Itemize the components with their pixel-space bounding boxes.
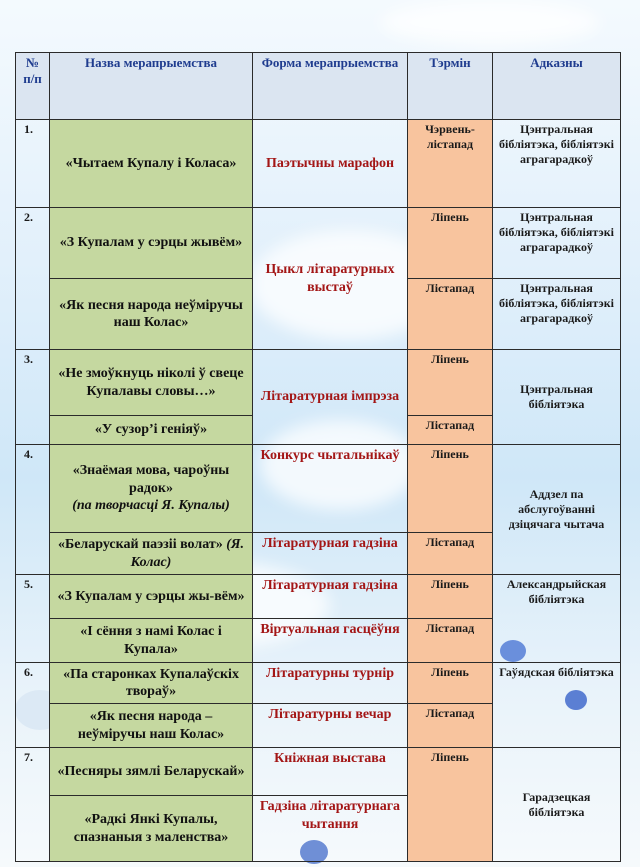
header-resp: Адказны	[493, 53, 621, 120]
event-name: «У сузор’і геніяў»	[50, 416, 253, 445]
event-term: Чэрвень-лістапад	[408, 120, 493, 208]
table-row	[16, 748, 621, 796]
row-number: 2.	[16, 208, 50, 350]
header-num: № п/п	[16, 53, 50, 120]
table-row	[16, 208, 621, 279]
table-row	[16, 350, 621, 416]
event-form: Літаратурны турнір	[253, 663, 408, 704]
event-responsible: Александрыйская бібліятэка	[493, 575, 621, 663]
event-term: Лістапад	[408, 279, 493, 350]
event-name: «Па старонках Купалаўскіх твораў»	[50, 663, 253, 704]
event-term: Ліпень	[408, 445, 493, 533]
row-number: 3.	[16, 350, 50, 445]
event-name: «Не змоўкнуць ніколі ў свеце Купалавы словы…»	[50, 350, 253, 416]
event-form: Конкурс чытальнікаў	[253, 445, 408, 533]
event-responsible: Гарадзецкая бібліятэка	[493, 748, 621, 862]
event-name: «З Купалам у сэрцы жывём»	[50, 208, 253, 279]
event-name-note: (па творчасці Я. Купалы)	[72, 498, 230, 514]
table-row	[16, 120, 621, 208]
event-form: Літаратурны вечар	[253, 704, 408, 748]
events-table	[15, 52, 621, 862]
event-name: «Песняры зямлі Беларускай»	[50, 748, 253, 796]
event-form: Паэтычны марафон	[253, 120, 408, 208]
event-term: Ліпень	[408, 350, 493, 416]
event-name-note: (Я. Колас)	[130, 537, 245, 570]
event-name: «Як песня народа неўміручы наш Колас»	[50, 279, 253, 350]
event-term: Ліпень	[408, 575, 493, 619]
row-number: 5.	[16, 575, 50, 663]
row-number: 7.	[16, 748, 50, 862]
event-responsible: Аддзел па абслугоўванні дзіцячага чытача	[493, 445, 621, 575]
event-responsible: Цэнтральная бібліятэка	[493, 350, 621, 445]
event-form: Літаратурная гадзіна	[253, 575, 408, 619]
event-form: Цыкл літаратурных выстаў	[253, 208, 408, 350]
event-term: Лістапад	[408, 619, 493, 663]
row-number: 6.	[16, 663, 50, 748]
table-row	[16, 445, 621, 533]
cloud	[380, 0, 600, 45]
table-row	[16, 575, 621, 619]
event-form: Літаратурная гадзіна	[253, 533, 408, 575]
event-name: «З Купалам у сэрцы жы-вём»	[50, 575, 253, 619]
header-form: Форма мерапрыемства	[253, 53, 408, 120]
event-responsible: Цэнтральная бібліятэка, бібліятэкі аграгарадкоў	[493, 120, 621, 208]
event-name-title: «Знаёмая мова, чароўны радок»	[72, 463, 230, 496]
event-form: Віртуальная гасцёўня	[253, 619, 408, 663]
event-name: «Як песня народа – неўміручы наш Колас»	[50, 704, 253, 748]
event-form: Літаратурная імпрэза	[253, 350, 408, 445]
header-name: Назва мерапрыемства	[50, 53, 253, 120]
event-responsible: Цэнтральная бібліятэка, бібліятэкі аграгарадкоў	[493, 279, 621, 350]
event-form: Кніжная выстава	[253, 748, 408, 796]
event-form: Гадзіна літаратурнага чытання	[253, 796, 408, 862]
event-term: Лістапад	[408, 533, 493, 575]
event-term: Ліпень	[408, 663, 493, 704]
event-term: Лістапад	[408, 704, 493, 748]
row-number: 4.	[16, 445, 50, 575]
event-name	[50, 533, 253, 575]
event-term: Лістапад	[408, 416, 493, 445]
event-name: «Радкі Янкі Купалы, спазнаныя з маленства»	[50, 796, 253, 862]
table-row	[16, 663, 621, 704]
event-responsible: Цэнтральная бібліятэка, бібліятэкі аграгарадкоў	[493, 208, 621, 279]
header-term: Тэрмін	[408, 53, 493, 120]
event-term: Ліпень	[408, 208, 493, 279]
event-name: «Чытаем Купалу і Коласа»	[50, 120, 253, 208]
event-name-title: «Беларускай паэзіі волат»	[57, 537, 223, 552]
row-number: 1.	[16, 120, 50, 208]
event-name: «І сёння з намі Колас і Купала»	[50, 619, 253, 663]
table-header-row	[16, 53, 621, 120]
event-term: Ліпень	[408, 748, 493, 862]
event-name	[50, 445, 253, 533]
event-responsible: Гаўядская бібліятэка	[493, 663, 621, 748]
